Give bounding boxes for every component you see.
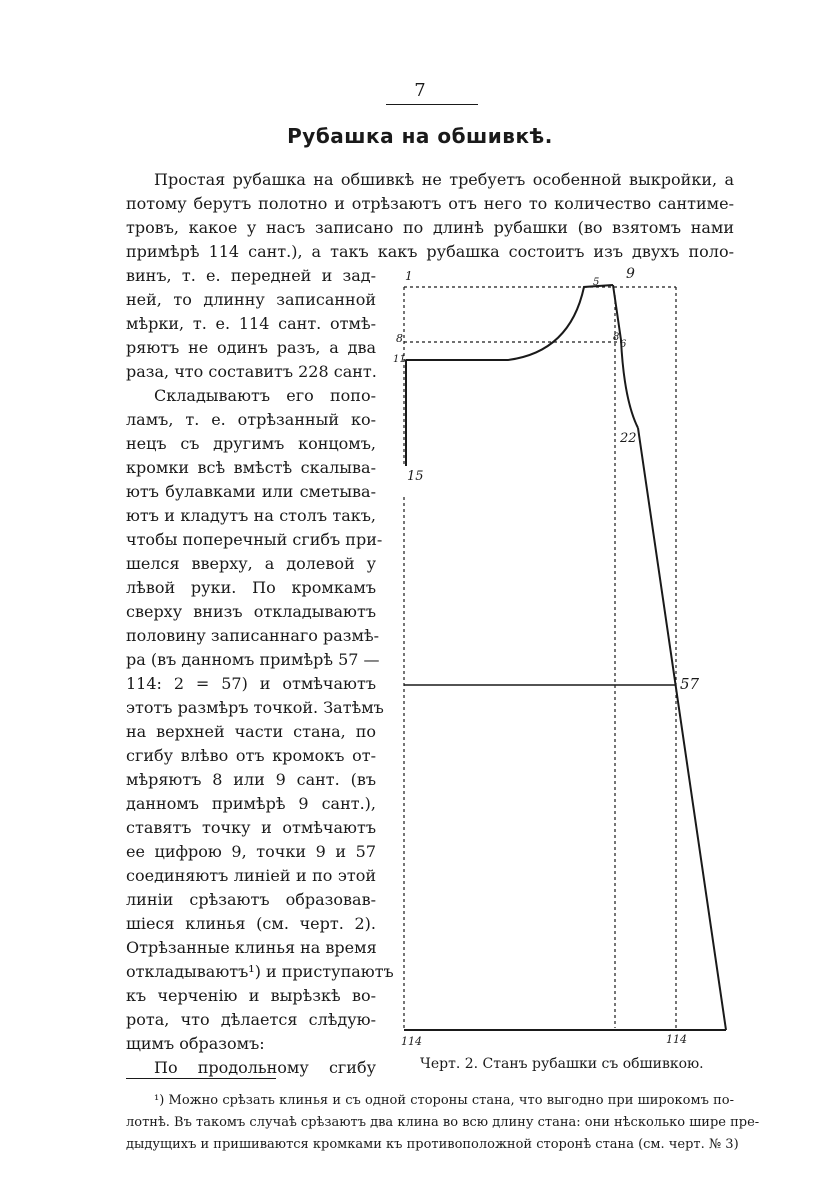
text-line: данномъ примѣрѣ 9 сант.),: [126, 794, 376, 813]
label-1: 1: [405, 269, 413, 283]
text-line: ламъ, т. е. отрѣзанный ко-: [126, 410, 376, 429]
text-line: ее цифрою 9, точки 9 и 57: [126, 842, 376, 861]
text-line: ютъ и кладутъ на столъ такъ,: [126, 506, 376, 525]
text-line: откладываютъ¹) и приступаютъ: [126, 962, 394, 981]
footnote-line: лотнѣ. Въ такомъ случаѣ срѣзаютъ два клина во всю длину стана: они нѣсколько шире пре-: [126, 1115, 760, 1130]
text-line: сверху внизъ откладываютъ: [126, 602, 376, 621]
text-line: ютъ булавками или сметыва-: [126, 482, 376, 501]
text-line: нецъ съ другимъ концомъ,: [126, 434, 376, 453]
text-line: Отрѣзанные клинья на время: [126, 938, 377, 957]
text-line: Простая рубашка на обшивкѣ не требуетъ особенной выкройки, а: [154, 170, 734, 189]
text-line: раза, что составитъ 228 сант.: [126, 362, 377, 381]
text-line: примѣрѣ 114 сант.), а такъ какъ рубашка состоитъ изъ двухъ поло-: [126, 242, 734, 261]
section-title: Рубашка на обшивкѣ.: [287, 124, 553, 148]
neckline-curve: [406, 285, 613, 360]
page-number: 7: [414, 80, 426, 101]
text-line: сгибу влѣво отъ кромокъ от-: [126, 746, 376, 765]
text-line: на верхней части стана, по: [126, 722, 376, 741]
footnote-rule: [126, 1078, 276, 1079]
text-line: ра (въ данномъ примѣрѣ 57 —: [126, 650, 380, 669]
footnote-line: дыдущихъ и пришиваются кромками къ противоположной сторонѣ стана (см. черт. № 3): [126, 1137, 739, 1152]
text-line: ней, то длинну записанной: [126, 290, 376, 309]
pattern-drawing: [390, 262, 740, 1052]
label-11: 11: [393, 354, 406, 365]
text-line: мѣрки, т. е. 114 сант. отмѣ-: [126, 314, 376, 333]
label-8-right: 8: [613, 332, 620, 343]
label-15: 15: [407, 469, 424, 484]
text-line: къ черченію и вырѣзкѣ во-: [126, 986, 376, 1005]
text-line: Складываютъ его попо-: [154, 386, 376, 405]
text-line: половину записаннаго размѣ-: [126, 626, 379, 645]
text-line: соединяютъ линіей и по этой: [126, 866, 376, 885]
text-line: ставятъ точку и отмѣчаютъ: [126, 818, 376, 837]
page-number-rule: [386, 104, 478, 105]
text-line: мѣряютъ 8 или 9 сант. (въ: [126, 770, 376, 789]
text-line: потому берутъ полотно и отрѣзаютъ отъ него то количество сантиме-: [126, 194, 734, 213]
label-22: 22: [620, 431, 637, 446]
text-line: По продольному сгибу: [154, 1058, 376, 1077]
text-line: чтобы поперечный сгибъ при-: [126, 530, 383, 549]
footnote-line: ¹) Можно срѣзать клинья и съ одной стороны стана, что выгодно при широкомъ по-: [154, 1093, 734, 1108]
text-line: ряютъ не одинъ разъ, а два: [126, 338, 376, 357]
text-line: лѣвой руки. По кромкамъ: [126, 578, 376, 597]
text-line: шелся вверху, а долевой у: [126, 554, 376, 573]
label-114-left: 114: [401, 1035, 422, 1048]
label-57: 57: [680, 675, 700, 693]
label-9: 9: [626, 266, 635, 282]
text-line: шіеся клинья (см. черт. 2).: [126, 914, 376, 933]
label-114-right: 114: [666, 1033, 687, 1046]
text-line: тровъ, какое у насъ записано по длинѣ рубашки (во взятомъ нами: [126, 218, 734, 237]
shoulder-curve: [613, 285, 638, 428]
label-5: 5: [593, 277, 600, 288]
label-6: 6: [620, 339, 627, 350]
text-line: винъ, т. е. передней и зад-: [126, 266, 376, 285]
text-line: щимъ образомъ:: [126, 1034, 265, 1053]
text-line: рота, что дѣлается слѣдую-: [126, 1010, 376, 1029]
text-line: этотъ размѣръ точкой. Затѣмъ: [126, 698, 384, 717]
figure-caption: Черт. 2. Станъ рубашки съ обшивкою.: [420, 1056, 704, 1072]
text-line: линіи срѣзаютъ образовав-: [126, 890, 376, 909]
label-8-left: 8: [396, 332, 403, 345]
side-seam-line: [638, 428, 726, 1030]
text-line: кромки всѣ вмѣстѣ скалыва-: [126, 458, 376, 477]
text-line: 114: 2 = 57) и отмѣчаютъ: [126, 674, 376, 693]
